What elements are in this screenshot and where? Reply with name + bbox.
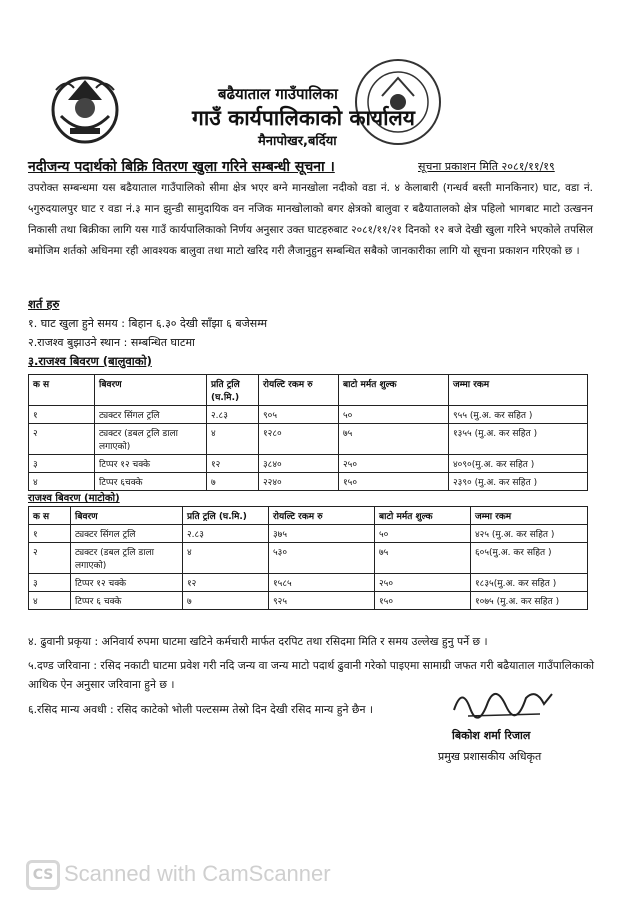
cell: ३७५ — [269, 525, 375, 543]
cell: ४०९०(मु.अ. कर सहित ) — [449, 455, 588, 473]
cell: टिप्पर ६चक्के — [95, 473, 207, 491]
table-row — [29, 406, 588, 424]
cell: ट्यक्टर (डबल ट्रलि डाला लगाएको) — [71, 543, 183, 574]
cell: ट्यक्टर सिंगल ट्रलि — [95, 406, 207, 424]
header-cell: जम्मा रकम — [449, 375, 588, 406]
cell: टिप्पर १२ चक्के — [71, 574, 183, 592]
header-cell: बाटो मर्मत शुल्क — [339, 375, 449, 406]
table-row — [29, 574, 588, 592]
cell: ट्यक्टर (डबल ट्रलि डाला लगाएको) — [95, 424, 207, 455]
cell: २५० — [339, 455, 449, 473]
signer-role: प्रमुख प्रशासकीय अधिकृत — [438, 750, 542, 763]
cell: २५० — [375, 574, 471, 592]
table-row — [29, 592, 588, 610]
office-name: गाउँ कार्यपालिकाको कार्यालय — [192, 106, 415, 130]
condition-6: ६.रसिद मान्य अवधी : रसिद काटेको भोली पल्टसम्म तेस्रो दिन देखी रसिद मान्य हुने छैन । — [28, 703, 373, 716]
office-stamp-icon — [352, 56, 444, 148]
header-cell: बाटो मर्मत शुल्क — [375, 507, 471, 525]
signer-name: बिकोश शर्मा रिजाल — [452, 729, 531, 742]
cell: ३८४० — [259, 455, 339, 473]
cell: ७५ — [375, 543, 471, 574]
cell: २ — [29, 543, 71, 574]
cell: ४ — [29, 592, 71, 610]
cell: ९०५ — [259, 406, 339, 424]
notice-subject: नदीजन्य पदार्थको बिक्रि वितरण खुला गरिने सम्बन्धी सूचना । — [28, 159, 335, 175]
publish-date: सूचना प्रकाशन मिति २०८१/११/१९ — [418, 160, 555, 173]
header-cell: जम्मा रकम — [471, 507, 588, 525]
cell: ९२५ — [269, 592, 375, 610]
cell: १८३५(मु.अ. कर सहित ) — [471, 574, 588, 592]
cell: ५३० — [269, 543, 375, 574]
table-row — [29, 455, 588, 473]
nepal-emblem-icon — [46, 70, 124, 148]
cell: ४ — [207, 424, 259, 455]
soil-revenue-heading: राजश्व बिवरण (माटोको) — [28, 493, 120, 504]
cell: ५० — [339, 406, 449, 424]
header-cell: क स — [29, 507, 71, 525]
cell: १५० — [339, 473, 449, 491]
cell: टिप्पर ६ चक्के — [71, 592, 183, 610]
header-cell: रोयल्टि रकम रु — [269, 507, 375, 525]
cell: १ — [29, 525, 71, 543]
table-row — [29, 424, 588, 455]
cell: टिप्पर १२ चक्के — [95, 455, 207, 473]
cell: १५० — [375, 592, 471, 610]
header-cell: प्रति ट्रलि (घ.मि.) — [183, 507, 269, 525]
cell: ३ — [29, 574, 71, 592]
camscanner-logo: CS — [26, 860, 60, 890]
header-cell: प्रति ट्रलि (घ.मि.) — [207, 375, 259, 406]
header-cell: क स — [29, 375, 95, 406]
soil-revenue-table — [28, 506, 588, 610]
table-row — [29, 473, 588, 491]
sand-revenue-heading: ३.राजश्व बिवरण (बालुवाको) — [28, 354, 152, 368]
cell: १२ — [207, 455, 259, 473]
cell: १०७५ (मु.अ. कर सहित ) — [471, 592, 588, 610]
office-address: मैनापोखर,बर्दिया — [258, 134, 337, 149]
condition-5: ५.दण्ड जरिवाना : रसिद नकाटी घाटमा प्रवेश गरी नदि जन्य वा जन्य माटो पदार्थ ढुवानी गरेको पाइएमा सामाग्री जफत गरी बढैयाताल गाउँपालिकाको आथिक ऐन अनुसार जरिवाना हुने छ । — [28, 659, 595, 691]
cell: ६०५(मु.अ. कर सहित ) — [471, 543, 588, 574]
camscanner-watermark: Scanned with CamScanner — [64, 861, 331, 886]
cell: २ — [29, 424, 95, 455]
header-cell: बिवरण — [71, 507, 183, 525]
cell: ४ — [183, 543, 269, 574]
cell: ७५ — [339, 424, 449, 455]
cell: २.८३ — [183, 525, 269, 543]
table-row — [29, 525, 588, 543]
cell: ९५५ (मु.अ. कर सहित ) — [449, 406, 588, 424]
cell: ट्यक्टर सिंगल ट्रलि — [71, 525, 183, 543]
cell: २२४० — [259, 473, 339, 491]
signature-icon — [448, 680, 558, 722]
cell: १२८० — [259, 424, 339, 455]
table-header-row — [29, 375, 588, 406]
header-cell: बिवरण — [95, 375, 207, 406]
cell: १३५५ (मु.अ. कर सहित ) — [449, 424, 588, 455]
cell: १५८५ — [269, 574, 375, 592]
sand-revenue-table — [28, 374, 588, 491]
notice-paragraph: उपरोक्त सम्बन्धमा यस बढैयाताल गाउँपालिको सीमा क्षेत्र भएर बग्ने मानखोला नदीको वडा नं. ४ केलाबारी (गन्धर्व बस्ती मानकिनार) घाट, वडा नं. ५गुरुदयालपुर घाट र वडा नं.३ मान झुन्डी सामुदायिक वन नजिक मानखोलाको बगर क्षेत्रको बालुवा र बढैयातालको क्षेत्र पहिलो भागबाट माटो उत्खनन निकासी तथा बिक्रीका लागि यस गाउँ कार्यपालिकाको निर्णय अनुसार उक्त घाटहरुबाट २०८१/११/२१ दिनको १२ बजे देखी खुला गरिने भएकोले तपसिल बमोजिम शर्तको अधिनमा रही आवश्यक बालुवा तथा माटो खरिद गरी लैजानुहुन सम्बन्धित सबैको जानकारीका लागि यो सूचना प्रकाशन गरिएको छ । — [28, 182, 593, 257]
cell: ७ — [183, 592, 269, 610]
cell: ५० — [375, 525, 471, 543]
cell: ३ — [29, 455, 95, 473]
cell: २३९० (मु.अ. कर सहित ) — [449, 473, 588, 491]
cell: ४२५ (मु.अ. कर सहित ) — [471, 525, 588, 543]
cell: २.८३ — [207, 406, 259, 424]
condition-4: ४. ढुवानी प्रकृया : अनिवार्य रुपमा घाटमा खटिने कर्मचारी मार्फत दरपिट तथा रसिदमा मिति र समय उल्लेख हुनु पर्ने छ । — [28, 635, 488, 648]
cell: १२ — [183, 574, 269, 592]
condition-2: २.राजश्व बुझाउने स्थान : सम्बन्धित घाटमा — [28, 336, 195, 349]
cell: १ — [29, 406, 95, 424]
cell: ४ — [29, 473, 95, 491]
header-cell: रोयल्टि रकम रु — [259, 375, 339, 406]
conditions-heading: शर्त हरु — [28, 297, 60, 311]
table-row — [29, 543, 588, 574]
table-header-row — [29, 507, 588, 525]
condition-1: १. घाट खुला हुने समय : बिहान ६.३० देखी साँझा ६ बजेसम्म — [28, 317, 268, 330]
municipality-name: बढैयाताल गाउँपालिका — [218, 85, 338, 103]
cell: ७ — [207, 473, 259, 491]
